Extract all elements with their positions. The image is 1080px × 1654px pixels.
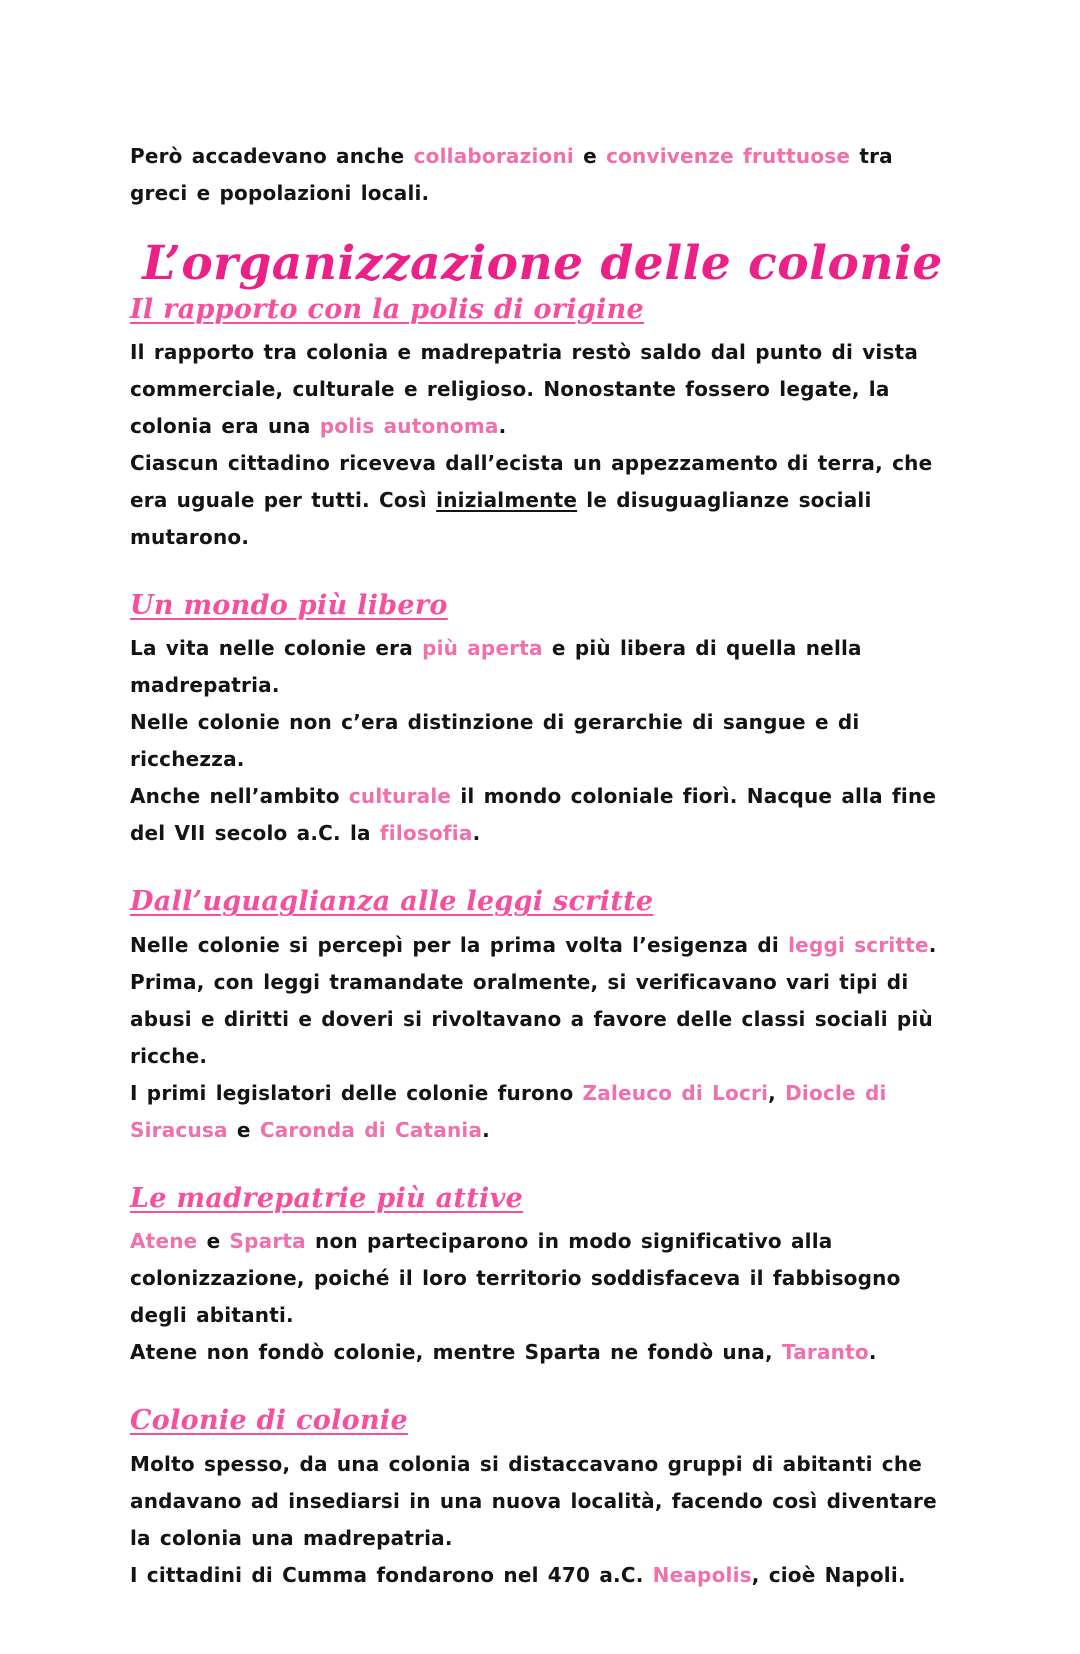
paragraph [130, 1223, 955, 1334]
text-run: . [482, 1117, 490, 1142]
text-run: tra greci e popolazioni locali. [130, 144, 893, 205]
highlighted-text-run: Zaleuco di Locri [582, 1080, 769, 1105]
highlighted-text-run: Taranto [781, 1340, 869, 1365]
section-heading: Un mondo più libero [130, 590, 448, 622]
paragraph [130, 927, 955, 1075]
text-run: e [197, 1229, 230, 1254]
text-run: Il rapporto tra colonia e madrepatria restò saldo dal punto di vista commerciale, culturale e religioso. Nonostante fossero legate, la colonia era una [130, 340, 919, 439]
highlighted-text-run: collaborazioni [413, 144, 574, 168]
paragraph [130, 1446, 955, 1557]
section-heading: Dall’uguaglianza alle leggi scritte [130, 886, 654, 918]
highlighted-text-run: leggi scritte [788, 932, 929, 957]
highlighted-text-run: Diocle di Siracusa [130, 1080, 887, 1142]
text-run: . [868, 1340, 877, 1365]
text-run: . [472, 821, 481, 846]
paragraph [130, 1557, 955, 1594]
section [130, 1183, 955, 1371]
text-run: non parteciparono in modo significativo alla colonizzazione, poiché il loro territorio soddisfaceva il fabbisogno degli abitanti. [130, 1229, 901, 1328]
text-run: I primi legislatori delle colonie furono [130, 1080, 583, 1105]
paragraph [130, 630, 955, 704]
text-run: Ciascun cittadino riceveva dall’ecista un appezzamento di terra, che era uguale per tutti. Così [130, 451, 933, 513]
paragraph [130, 334, 955, 445]
paragraph [130, 1334, 955, 1371]
highlighted-text-run: filosofia [379, 821, 473, 846]
highlighted-text-run: Caronda di Catania [259, 1117, 483, 1142]
page-title: L’organizzazione delle colonie [142, 236, 943, 291]
sections-container [130, 294, 955, 1594]
highlighted-text-run: più aperta [422, 636, 543, 661]
section [130, 1405, 955, 1593]
text-run: I cittadini di Cumma fondarono nel 470 a.C. [130, 1562, 653, 1587]
text-run: le disuguaglianze sociali mutarono. [130, 488, 872, 550]
section [130, 590, 955, 852]
text-run: Atene non fondò colonie, mentre Sparta ne fondò una, [130, 1340, 782, 1365]
underlined-text-run: inizialmente [436, 488, 578, 513]
section-heading: Il rapporto con la polis di origine [130, 293, 644, 325]
text-run: e [227, 1117, 260, 1142]
text-run: La vita nelle colonie era [130, 636, 423, 661]
text-run: Molto spesso, da una colonia si distaccavano gruppi di abitanti che andavano ad insediarsi in una nuova località, facendo così diventare la colonia una madrepatria. [130, 1451, 937, 1550]
text-run: il mondo coloniale fiorì. Nacque alla fine del VII secolo a.C. la [130, 784, 937, 846]
highlighted-text-run: Neapolis [652, 1562, 752, 1587]
highlighted-text-run: Atene [130, 1229, 198, 1254]
highlighted-text-run: culturale [348, 784, 452, 809]
text-run: Però accadevano anche [130, 144, 414, 168]
section [130, 886, 955, 1148]
paragraph [130, 1075, 955, 1149]
text-run: Nelle colonie si percepì per la prima volta l’esigenza di [130, 932, 789, 957]
section-heading: Le madrepatrie più attive [130, 1182, 524, 1214]
paragraph [130, 704, 955, 778]
text-run: . [498, 414, 507, 439]
paragraph [130, 778, 955, 852]
text-run: Nelle colonie non c’era distinzione di gerarchie di sangue e di ricchezza. [130, 710, 860, 772]
highlighted-text-run: polis autonoma [319, 414, 499, 439]
highlighted-text-run: convivenze fruttuose [606, 144, 851, 168]
text-run: Anche nell’ambito [130, 784, 349, 809]
text-run: , cioè Napoli. [751, 1562, 906, 1587]
text-run: , [768, 1080, 786, 1105]
paragraph [130, 445, 955, 556]
highlighted-text-run: Sparta [229, 1229, 306, 1254]
text-run: . Prima, con leggi tramandate oralmente, si verificavano vari tipi di abusi e diritti e doveri si rivoltavano a favore delle classi sociali più ricche. [130, 932, 937, 1068]
section-heading: Colonie di colonie [130, 1405, 408, 1437]
intro-paragraph [130, 138, 955, 212]
text-run: e più libera di quella nella madrepatria. [130, 636, 862, 698]
text-run: e [573, 144, 607, 168]
section [130, 294, 955, 556]
